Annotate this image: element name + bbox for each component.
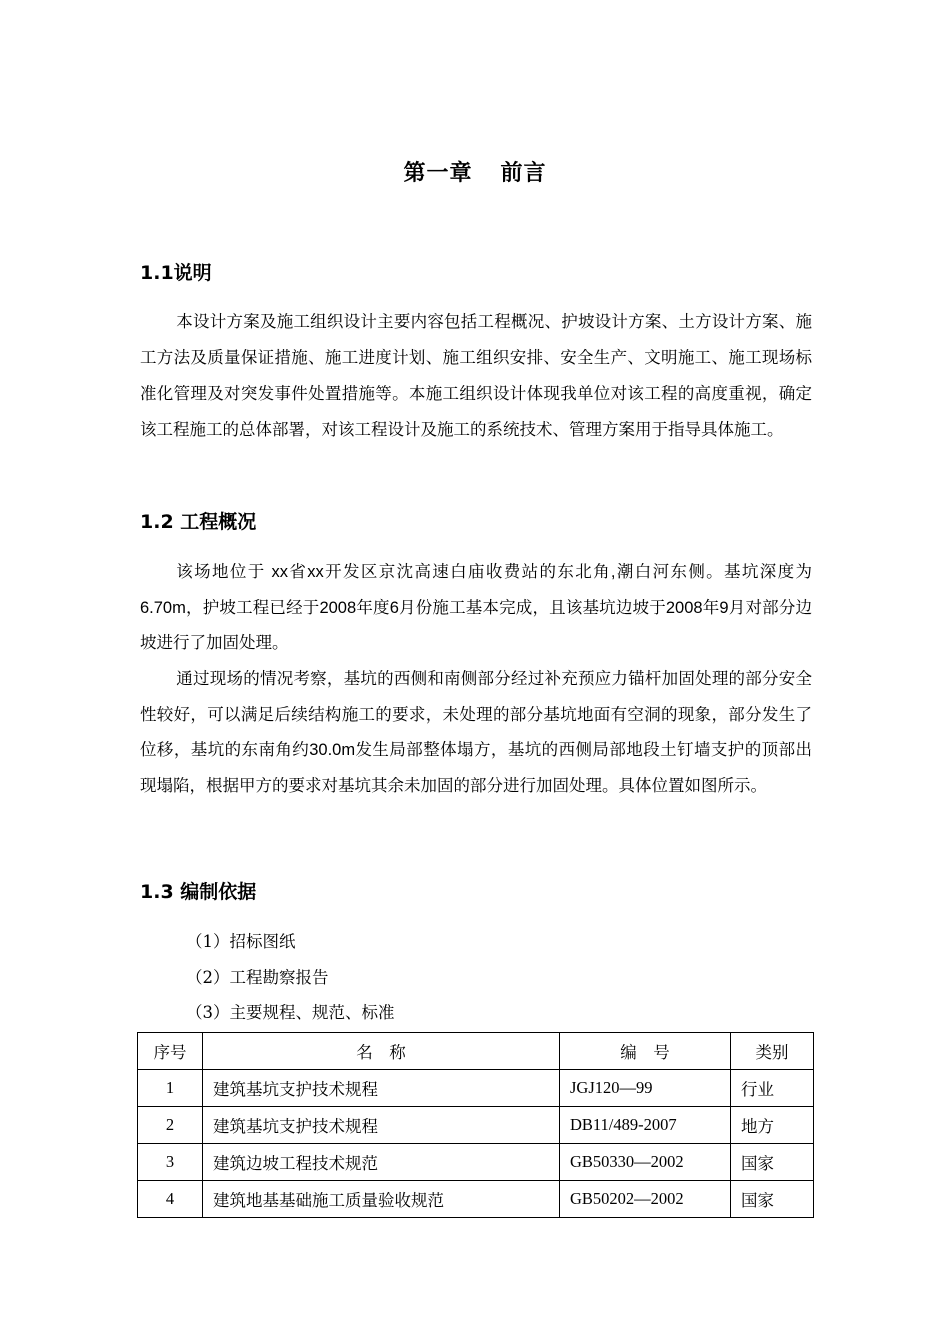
cell-type: 地方	[731, 1107, 814, 1144]
cell-no: 1	[138, 1070, 203, 1107]
chapter-title	[0, 156, 950, 187]
header-no: 序号	[138, 1033, 203, 1070]
section-heading-1-3: 1.3 编制依据	[140, 881, 257, 903]
cell-name: 建筑地基基础施工质量验收规范	[203, 1181, 560, 1218]
cell-no: 2	[138, 1107, 203, 1144]
basis-item-1: （1）招标图纸	[186, 932, 296, 951]
standards-table	[137, 1032, 814, 1218]
section-1-2-paragraph-1: 该场地位于 xx省xx开发区京沈高速白庙收费站的东北角,潮白河东侧。基坑深度为6.70m，护坡工程已经于2008年度6月份施工基本完成，且该基坑边坡于2008年9月对部分边坡进行了加固处理。	[140, 563, 812, 652]
cell-name: 建筑基坑支护技术规程	[203, 1070, 560, 1107]
table-row	[138, 1144, 814, 1181]
table-header-row	[138, 1033, 814, 1070]
basis-item-3: （3）主要规程、规范、标准	[186, 1003, 395, 1022]
table-row	[138, 1181, 814, 1218]
cell-type: 国家	[731, 1144, 814, 1181]
cell-name: 建筑边坡工程技术规范	[203, 1144, 560, 1181]
section-heading-1-2: 1.2 工程概况	[140, 511, 257, 533]
basis-item-2: （2）工程勘察报告	[186, 968, 329, 987]
cell-type: 国家	[731, 1181, 814, 1218]
cell-code: DB11/489-2007	[560, 1107, 731, 1144]
chapter-name: 前言	[500, 161, 547, 186]
section-heading-1-1: 1.1说明	[140, 262, 212, 284]
header-name: 名 称	[203, 1033, 560, 1070]
cell-no: 4	[138, 1181, 203, 1218]
header-type: 类别	[731, 1033, 814, 1070]
cell-type: 行业	[731, 1070, 814, 1107]
section-1-1-paragraph: 本设计方案及施工组织设计主要内容包括工程概况、护坡设计方案、土方设计方案、施工方法及质量保证措施、施工进度计划、施工组织安排、安全生产、文明施工、施工现场标准化管理及对突发事件处置措施等。本施工组织设计体现我单位对该工程的高度重视，确定该工程施工的总体部署，对该工程设计及施工的系统技术、管理方案用于指导具体施工。	[140, 312, 812, 439]
header-code: 编 号	[560, 1033, 731, 1070]
cell-code: GB50202—2002	[560, 1181, 731, 1218]
table-row	[138, 1070, 814, 1107]
cell-name: 建筑基坑支护技术规程	[203, 1107, 560, 1144]
cell-code: GB50330—2002	[560, 1144, 731, 1181]
chapter-number: 第一章	[403, 161, 473, 186]
cell-no: 3	[138, 1144, 203, 1181]
cell-code: JGJ120—99	[560, 1070, 731, 1107]
table-row	[138, 1107, 814, 1144]
section-1-2-paragraph-2: 通过现场的情况考察，基坑的西侧和南侧部分经过补充预应力锚杆加固处理的部分安全性较好，可以满足后续结构施工的要求，未处理的部分基坑地面有空洞的现象，部分发生了位移，基坑的东南角约30.0m发生局部整体塌方，基坑的西侧局部地段土钉墙支护的顶部出现塌陷，根据甲方的要求对基坑其余未加固的部分进行加固处理。具体位置如图所示。	[140, 670, 812, 795]
